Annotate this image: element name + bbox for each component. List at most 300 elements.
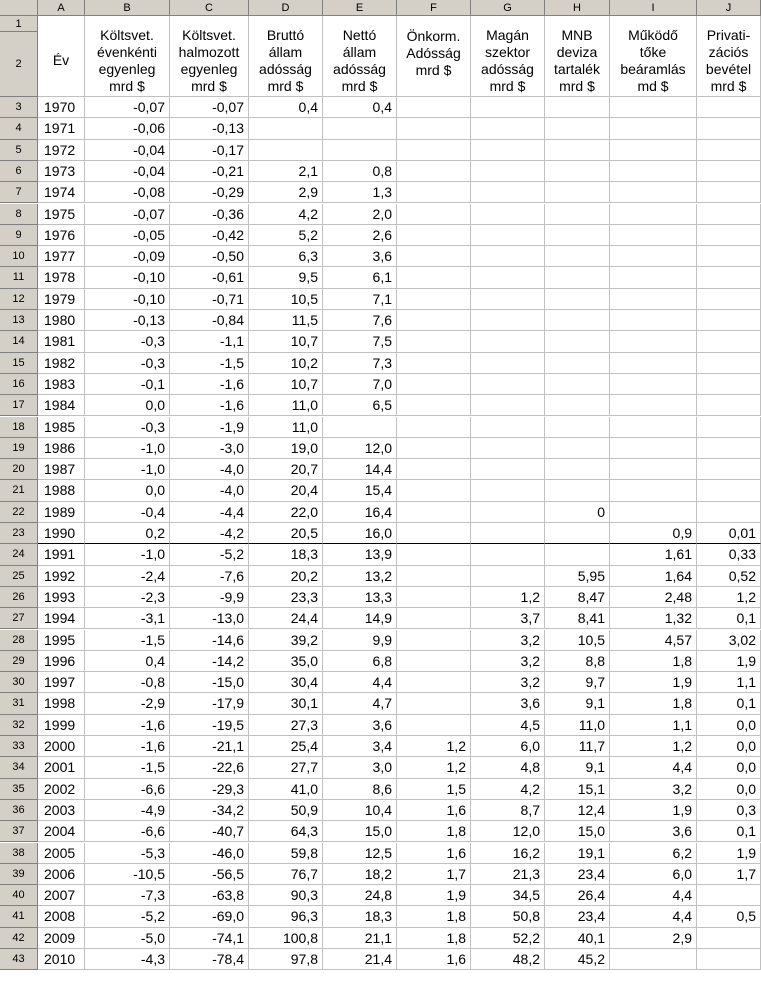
cell-a8[interactable]: 1975 xyxy=(38,204,85,225)
cell-j21[interactable] xyxy=(697,480,761,501)
cell-d37[interactable]: 64,3 xyxy=(249,821,323,842)
cell-h14[interactable] xyxy=(545,331,610,352)
cell-i33[interactable]: 1,2 xyxy=(610,736,697,757)
row-header-34[interactable]: 34 xyxy=(0,757,38,778)
cell-i34[interactable]: 4,4 xyxy=(610,757,697,778)
cell-f30[interactable] xyxy=(397,672,471,693)
cell-i19[interactable] xyxy=(610,438,697,459)
cell-f19[interactable] xyxy=(397,438,471,459)
cell-a25[interactable]: 1992 xyxy=(38,566,85,587)
cell-d42[interactable]: 100,8 xyxy=(249,928,323,949)
cell-g13[interactable] xyxy=(471,310,545,331)
cell-i31[interactable]: 1,8 xyxy=(610,693,697,714)
cell-b4[interactable]: -0,06 xyxy=(85,118,170,139)
cell-b24[interactable]: -1,0 xyxy=(85,544,170,565)
cell-d36[interactable]: 50,9 xyxy=(249,800,323,821)
cell-g5[interactable] xyxy=(471,140,545,161)
cell-j8[interactable] xyxy=(697,204,761,225)
cell-c8[interactable]: -0,36 xyxy=(170,204,249,225)
cell-i11[interactable] xyxy=(610,267,697,288)
cell-d32[interactable]: 27,3 xyxy=(249,715,323,736)
cell-b16[interactable]: -0,1 xyxy=(85,374,170,395)
cell-j16[interactable] xyxy=(697,374,761,395)
cell-h21[interactable] xyxy=(545,480,610,501)
cell-g33[interactable]: 6,0 xyxy=(471,736,545,757)
cell-a28[interactable]: 1995 xyxy=(38,630,85,651)
cell-j10[interactable] xyxy=(697,246,761,267)
cell-e42[interactable]: 21,1 xyxy=(323,928,397,949)
row-header-2[interactable]: 2 xyxy=(0,32,38,97)
cell-j26[interactable]: 1,2 xyxy=(697,587,761,608)
cell-e38[interactable]: 12,5 xyxy=(323,843,397,864)
cell-c30[interactable]: -15,0 xyxy=(170,672,249,693)
cell-f16[interactable] xyxy=(397,374,471,395)
cell-h6[interactable] xyxy=(545,161,610,182)
cell-c42[interactable]: -74,1 xyxy=(170,928,249,949)
cell-d4[interactable] xyxy=(249,118,323,139)
cell-d18[interactable]: 11,0 xyxy=(249,417,323,438)
cell-f5[interactable] xyxy=(397,140,471,161)
cell-c7[interactable]: -0,29 xyxy=(170,182,249,203)
cell-j4[interactable] xyxy=(697,118,761,139)
cell-g32[interactable]: 4,5 xyxy=(471,715,545,736)
cell-c6[interactable]: -0,21 xyxy=(170,161,249,182)
cell-f10[interactable] xyxy=(397,246,471,267)
cell-i43[interactable] xyxy=(610,949,697,970)
cell-d5[interactable] xyxy=(249,140,323,161)
cell-g7[interactable] xyxy=(471,182,545,203)
cell-g43[interactable]: 48,2 xyxy=(471,949,545,970)
cell-d31[interactable]: 30,1 xyxy=(249,693,323,714)
row-header-25[interactable]: 25 xyxy=(0,566,38,587)
cell-g20[interactable] xyxy=(471,459,545,480)
cell-a27[interactable]: 1994 xyxy=(38,608,85,629)
row-header-27[interactable]: 27 xyxy=(0,608,38,629)
cell-i12[interactable] xyxy=(610,289,697,310)
row-header-37[interactable]: 37 xyxy=(0,821,38,842)
cell-f43[interactable]: 1,6 xyxy=(397,949,471,970)
row-header-41[interactable]: 41 xyxy=(0,906,38,927)
cell-d13[interactable]: 11,5 xyxy=(249,310,323,331)
row-header-22[interactable]: 22 xyxy=(0,502,38,523)
cell-a15[interactable]: 1982 xyxy=(38,353,85,374)
cell-c4[interactable]: -0,13 xyxy=(170,118,249,139)
cell-d25[interactable]: 20,2 xyxy=(249,566,323,587)
cell-g26[interactable]: 1,2 xyxy=(471,587,545,608)
cell-i10[interactable] xyxy=(610,246,697,267)
row-header-21[interactable]: 21 xyxy=(0,480,38,501)
cell-e30[interactable]: 4,4 xyxy=(323,672,397,693)
cell-f24[interactable] xyxy=(397,544,471,565)
cell-g25[interactable] xyxy=(471,566,545,587)
cell-e7[interactable]: 1,3 xyxy=(323,182,397,203)
cell-f17[interactable] xyxy=(397,395,471,416)
cell-e16[interactable]: 7,0 xyxy=(323,374,397,395)
cell-e40[interactable]: 24,8 xyxy=(323,885,397,906)
cell-i38[interactable]: 6,2 xyxy=(610,843,697,864)
select-all-corner[interactable] xyxy=(0,0,38,16)
cell-c28[interactable]: -14,6 xyxy=(170,630,249,651)
cell-a43[interactable]: 2010 xyxy=(38,949,85,970)
cell-e27[interactable]: 14,9 xyxy=(323,608,397,629)
cell-d43[interactable]: 97,8 xyxy=(249,949,323,970)
cell-j34[interactable]: 0,0 xyxy=(697,757,761,778)
cell-e28[interactable]: 9,9 xyxy=(323,630,397,651)
cell-h35[interactable]: 15,1 xyxy=(545,779,610,800)
cell-f33[interactable]: 1,2 xyxy=(397,736,471,757)
cell-b43[interactable]: -4,3 xyxy=(85,949,170,970)
cell-d33[interactable]: 25,4 xyxy=(249,736,323,757)
cell-j22[interactable] xyxy=(697,502,761,523)
cell-h20[interactable] xyxy=(545,459,610,480)
cell-g3[interactable] xyxy=(471,97,545,118)
cell-j36[interactable]: 0,3 xyxy=(697,800,761,821)
cell-e21[interactable]: 15,4 xyxy=(323,480,397,501)
cell-b34[interactable]: -1,5 xyxy=(85,757,170,778)
cell-b31[interactable]: -2,9 xyxy=(85,693,170,714)
header-cell-g[interactable] xyxy=(471,16,545,97)
cell-g35[interactable]: 4,2 xyxy=(471,779,545,800)
cell-f32[interactable] xyxy=(397,715,471,736)
row-header-23[interactable]: 23 xyxy=(0,523,38,544)
cell-e8[interactable]: 2,0 xyxy=(323,204,397,225)
cell-c20[interactable]: -4,0 xyxy=(170,459,249,480)
row-header-24[interactable]: 24 xyxy=(0,544,38,565)
cell-d10[interactable]: 6,3 xyxy=(249,246,323,267)
cell-b39[interactable]: -10,5 xyxy=(85,864,170,885)
header-cell-c[interactable] xyxy=(170,16,249,97)
cell-f41[interactable]: 1,8 xyxy=(397,906,471,927)
cell-j13[interactable] xyxy=(697,310,761,331)
cell-f34[interactable]: 1,2 xyxy=(397,757,471,778)
cell-c3[interactable]: -0,07 xyxy=(170,97,249,118)
cell-g14[interactable] xyxy=(471,331,545,352)
cell-g19[interactable] xyxy=(471,438,545,459)
cell-f21[interactable] xyxy=(397,480,471,501)
cell-h33[interactable]: 11,7 xyxy=(545,736,610,757)
cell-a36[interactable]: 2003 xyxy=(38,800,85,821)
cell-g10[interactable] xyxy=(471,246,545,267)
cell-c23[interactable]: -4,2 xyxy=(170,523,249,544)
column-header-h[interactable]: H xyxy=(545,0,610,16)
cell-j35[interactable]: 0,0 xyxy=(697,779,761,800)
cell-g36[interactable]: 8,7 xyxy=(471,800,545,821)
cell-h16[interactable] xyxy=(545,374,610,395)
cell-b17[interactable]: 0,0 xyxy=(85,395,170,416)
cell-f18[interactable] xyxy=(397,417,471,438)
row-header-39[interactable]: 39 xyxy=(0,864,38,885)
cell-i42[interactable]: 2,9 xyxy=(610,928,697,949)
cell-j32[interactable]: 0,0 xyxy=(697,715,761,736)
cell-g29[interactable]: 3,2 xyxy=(471,651,545,672)
cell-c25[interactable]: -7,6 xyxy=(170,566,249,587)
cell-j41[interactable]: 0,5 xyxy=(697,906,761,927)
header-cell-d[interactable] xyxy=(249,16,323,97)
cell-c43[interactable]: -78,4 xyxy=(170,949,249,970)
cell-j11[interactable] xyxy=(697,267,761,288)
cell-j33[interactable]: 0,0 xyxy=(697,736,761,757)
cell-c27[interactable]: -13,0 xyxy=(170,608,249,629)
cell-j15[interactable] xyxy=(697,353,761,374)
cell-g34[interactable]: 4,8 xyxy=(471,757,545,778)
cell-e14[interactable]: 7,5 xyxy=(323,331,397,352)
cell-j40[interactable] xyxy=(697,885,761,906)
row-header-11[interactable]: 11 xyxy=(0,267,38,288)
cell-d6[interactable]: 2,1 xyxy=(249,161,323,182)
cell-a29[interactable]: 1996 xyxy=(38,651,85,672)
cell-h22[interactable]: 0 xyxy=(545,502,610,523)
cell-c17[interactable]: -1,6 xyxy=(170,395,249,416)
row-header-40[interactable]: 40 xyxy=(0,885,38,906)
cell-j14[interactable] xyxy=(697,331,761,352)
cell-c35[interactable]: -29,3 xyxy=(170,779,249,800)
cell-a5[interactable]: 1972 xyxy=(38,140,85,161)
row-header-8[interactable]: 8 xyxy=(0,204,38,225)
cell-a34[interactable]: 2001 xyxy=(38,757,85,778)
row-header-15[interactable]: 15 xyxy=(0,353,38,374)
cell-c31[interactable]: -17,9 xyxy=(170,693,249,714)
cell-a7[interactable]: 1974 xyxy=(38,182,85,203)
cell-g21[interactable] xyxy=(471,480,545,501)
row-header-17[interactable]: 17 xyxy=(0,395,38,416)
cell-h19[interactable] xyxy=(545,438,610,459)
cell-f35[interactable]: 1,5 xyxy=(397,779,471,800)
cell-b38[interactable]: -5,3 xyxy=(85,843,170,864)
cell-e10[interactable]: 3,6 xyxy=(323,246,397,267)
cell-h41[interactable]: 23,4 xyxy=(545,906,610,927)
cell-a9[interactable]: 1976 xyxy=(38,225,85,246)
row-header-29[interactable]: 29 xyxy=(0,651,38,672)
cell-a19[interactable]: 1986 xyxy=(38,438,85,459)
cell-i30[interactable]: 1,9 xyxy=(610,672,697,693)
header-cell-f[interactable] xyxy=(397,16,471,97)
row-header-19[interactable]: 19 xyxy=(0,438,38,459)
cell-j24[interactable]: 0,33 xyxy=(697,544,761,565)
cell-c34[interactable]: -22,6 xyxy=(170,757,249,778)
cell-a14[interactable]: 1981 xyxy=(38,331,85,352)
cell-h38[interactable]: 19,1 xyxy=(545,843,610,864)
cell-f13[interactable] xyxy=(397,310,471,331)
cell-j29[interactable]: 1,9 xyxy=(697,651,761,672)
cell-b26[interactable]: -2,3 xyxy=(85,587,170,608)
cell-h27[interactable]: 8,41 xyxy=(545,608,610,629)
cell-g17[interactable] xyxy=(471,395,545,416)
cell-i36[interactable]: 1,9 xyxy=(610,800,697,821)
cell-e9[interactable]: 2,6 xyxy=(323,225,397,246)
cell-d14[interactable]: 10,7 xyxy=(249,331,323,352)
cell-e36[interactable]: 10,4 xyxy=(323,800,397,821)
cell-f28[interactable] xyxy=(397,630,471,651)
cell-b35[interactable]: -6,6 xyxy=(85,779,170,800)
row-header-9[interactable]: 9 xyxy=(0,225,38,246)
cell-f27[interactable] xyxy=(397,608,471,629)
cell-d35[interactable]: 41,0 xyxy=(249,779,323,800)
cell-f22[interactable] xyxy=(397,502,471,523)
cell-b14[interactable]: -0,3 xyxy=(85,331,170,352)
cell-h30[interactable]: 9,7 xyxy=(545,672,610,693)
row-header-6[interactable]: 6 xyxy=(0,161,38,182)
cell-i8[interactable] xyxy=(610,204,697,225)
cell-g23[interactable] xyxy=(471,523,545,544)
cell-b10[interactable]: -0,09 xyxy=(85,246,170,267)
cell-d12[interactable]: 10,5 xyxy=(249,289,323,310)
cell-e29[interactable]: 6,8 xyxy=(323,651,397,672)
cell-b5[interactable]: -0,04 xyxy=(85,140,170,161)
row-header-32[interactable]: 32 xyxy=(0,715,38,736)
row-header-3[interactable]: 3 xyxy=(0,97,38,118)
cell-f26[interactable] xyxy=(397,587,471,608)
cell-b20[interactable]: -1,0 xyxy=(85,459,170,480)
header-cell-e[interactable] xyxy=(323,16,397,97)
cell-g37[interactable]: 12,0 xyxy=(471,821,545,842)
cell-i27[interactable]: 1,32 xyxy=(610,608,697,629)
cell-c13[interactable]: -0,84 xyxy=(170,310,249,331)
cell-a33[interactable]: 2000 xyxy=(38,736,85,757)
cell-b12[interactable]: -0,10 xyxy=(85,289,170,310)
cell-g27[interactable]: 3,7 xyxy=(471,608,545,629)
cell-a23[interactable]: 1990 xyxy=(38,523,85,544)
cell-i4[interactable] xyxy=(610,118,697,139)
cell-e17[interactable]: 6,5 xyxy=(323,395,397,416)
cell-a17[interactable]: 1984 xyxy=(38,395,85,416)
cell-i14[interactable] xyxy=(610,331,697,352)
row-header-14[interactable]: 14 xyxy=(0,331,38,352)
cell-g24[interactable] xyxy=(471,544,545,565)
cell-e18[interactable] xyxy=(323,417,397,438)
column-header-j[interactable]: J xyxy=(697,0,761,16)
cell-g9[interactable] xyxy=(471,225,545,246)
row-header-13[interactable]: 13 xyxy=(0,310,38,331)
cell-h13[interactable] xyxy=(545,310,610,331)
cell-c11[interactable]: -0,61 xyxy=(170,267,249,288)
cell-c22[interactable]: -4,4 xyxy=(170,502,249,523)
cell-d8[interactable]: 4,2 xyxy=(249,204,323,225)
cell-f40[interactable]: 1,9 xyxy=(397,885,471,906)
cell-b30[interactable]: -0,8 xyxy=(85,672,170,693)
cell-h24[interactable] xyxy=(545,544,610,565)
row-header-4[interactable]: 4 xyxy=(0,118,38,139)
cell-e24[interactable]: 13,9 xyxy=(323,544,397,565)
cell-a12[interactable]: 1979 xyxy=(38,289,85,310)
cell-c32[interactable]: -19,5 xyxy=(170,715,249,736)
cell-b27[interactable]: -3,1 xyxy=(85,608,170,629)
cell-e19[interactable]: 12,0 xyxy=(323,438,397,459)
cell-a10[interactable]: 1977 xyxy=(38,246,85,267)
cell-a21[interactable]: 1988 xyxy=(38,480,85,501)
row-header-33[interactable]: 33 xyxy=(0,736,38,757)
cell-g11[interactable] xyxy=(471,267,545,288)
cell-e34[interactable]: 3,0 xyxy=(323,757,397,778)
cell-h39[interactable]: 23,4 xyxy=(545,864,610,885)
cell-e39[interactable]: 18,2 xyxy=(323,864,397,885)
cell-j12[interactable] xyxy=(697,289,761,310)
cell-h23[interactable] xyxy=(545,523,610,544)
cell-e6[interactable]: 0,8 xyxy=(323,161,397,182)
column-header-d[interactable]: D xyxy=(249,0,323,16)
cell-g30[interactable]: 3,2 xyxy=(471,672,545,693)
cell-d29[interactable]: 35,0 xyxy=(249,651,323,672)
header-cell-b[interactable] xyxy=(85,16,170,97)
cell-g38[interactable]: 16,2 xyxy=(471,843,545,864)
cell-b36[interactable]: -4,9 xyxy=(85,800,170,821)
cell-d7[interactable]: 2,9 xyxy=(249,182,323,203)
cell-d39[interactable]: 76,7 xyxy=(249,864,323,885)
cell-h4[interactable] xyxy=(545,118,610,139)
cell-b32[interactable]: -1,6 xyxy=(85,715,170,736)
row-header-43[interactable]: 43 xyxy=(0,949,38,970)
cell-j38[interactable]: 1,9 xyxy=(697,843,761,864)
row-header-10[interactable]: 10 xyxy=(0,246,38,267)
cell-d21[interactable]: 20,4 xyxy=(249,480,323,501)
cell-h8[interactable] xyxy=(545,204,610,225)
cell-b21[interactable]: 0,0 xyxy=(85,480,170,501)
cell-e37[interactable]: 15,0 xyxy=(323,821,397,842)
cell-i13[interactable] xyxy=(610,310,697,331)
cell-a37[interactable]: 2004 xyxy=(38,821,85,842)
cell-c14[interactable]: -1,1 xyxy=(170,331,249,352)
cell-c9[interactable]: -0,42 xyxy=(170,225,249,246)
cell-e33[interactable]: 3,4 xyxy=(323,736,397,757)
cell-g31[interactable]: 3,6 xyxy=(471,693,545,714)
cell-d41[interactable]: 96,3 xyxy=(249,906,323,927)
cell-i15[interactable] xyxy=(610,353,697,374)
cell-e41[interactable]: 18,3 xyxy=(323,906,397,927)
cell-b3[interactable]: -0,07 xyxy=(85,97,170,118)
cell-i18[interactable] xyxy=(610,417,697,438)
cell-i7[interactable] xyxy=(610,182,697,203)
cell-d23[interactable]: 20,5 xyxy=(249,523,323,544)
cell-a4[interactable]: 1971 xyxy=(38,118,85,139)
cell-h11[interactable] xyxy=(545,267,610,288)
cell-h25[interactable]: 5,95 xyxy=(545,566,610,587)
cell-b13[interactable]: -0,13 xyxy=(85,310,170,331)
cell-a40[interactable]: 2007 xyxy=(38,885,85,906)
column-header-c[interactable]: C xyxy=(170,0,249,16)
cell-a20[interactable]: 1987 xyxy=(38,459,85,480)
cell-b22[interactable]: -0,4 xyxy=(85,502,170,523)
cell-e31[interactable]: 4,7 xyxy=(323,693,397,714)
cell-h15[interactable] xyxy=(545,353,610,374)
cell-i40[interactable]: 4,4 xyxy=(610,885,697,906)
cell-d34[interactable]: 27,7 xyxy=(249,757,323,778)
cell-e22[interactable]: 16,4 xyxy=(323,502,397,523)
cell-d24[interactable]: 18,3 xyxy=(249,544,323,565)
cell-j30[interactable]: 1,1 xyxy=(697,672,761,693)
cell-c41[interactable]: -69,0 xyxy=(170,906,249,927)
cell-a16[interactable]: 1983 xyxy=(38,374,85,395)
cell-b15[interactable]: -0,3 xyxy=(85,353,170,374)
cell-e3[interactable]: 0,4 xyxy=(323,97,397,118)
cell-f3[interactable] xyxy=(397,97,471,118)
cell-a26[interactable]: 1993 xyxy=(38,587,85,608)
row-header-20[interactable]: 20 xyxy=(0,459,38,480)
cell-j39[interactable]: 1,7 xyxy=(697,864,761,885)
cell-a41[interactable]: 2008 xyxy=(38,906,85,927)
cell-g4[interactable] xyxy=(471,118,545,139)
cell-g8[interactable] xyxy=(471,204,545,225)
cell-f38[interactable]: 1,6 xyxy=(397,843,471,864)
cell-b11[interactable]: -0,10 xyxy=(85,267,170,288)
cell-f42[interactable]: 1,8 xyxy=(397,928,471,949)
cell-a13[interactable]: 1980 xyxy=(38,310,85,331)
cell-e11[interactable]: 6,1 xyxy=(323,267,397,288)
cell-c29[interactable]: -14,2 xyxy=(170,651,249,672)
cell-a42[interactable]: 2009 xyxy=(38,928,85,949)
cell-j31[interactable]: 0,1 xyxy=(697,693,761,714)
cell-c38[interactable]: -46,0 xyxy=(170,843,249,864)
cell-c24[interactable]: -5,2 xyxy=(170,544,249,565)
cell-h7[interactable] xyxy=(545,182,610,203)
